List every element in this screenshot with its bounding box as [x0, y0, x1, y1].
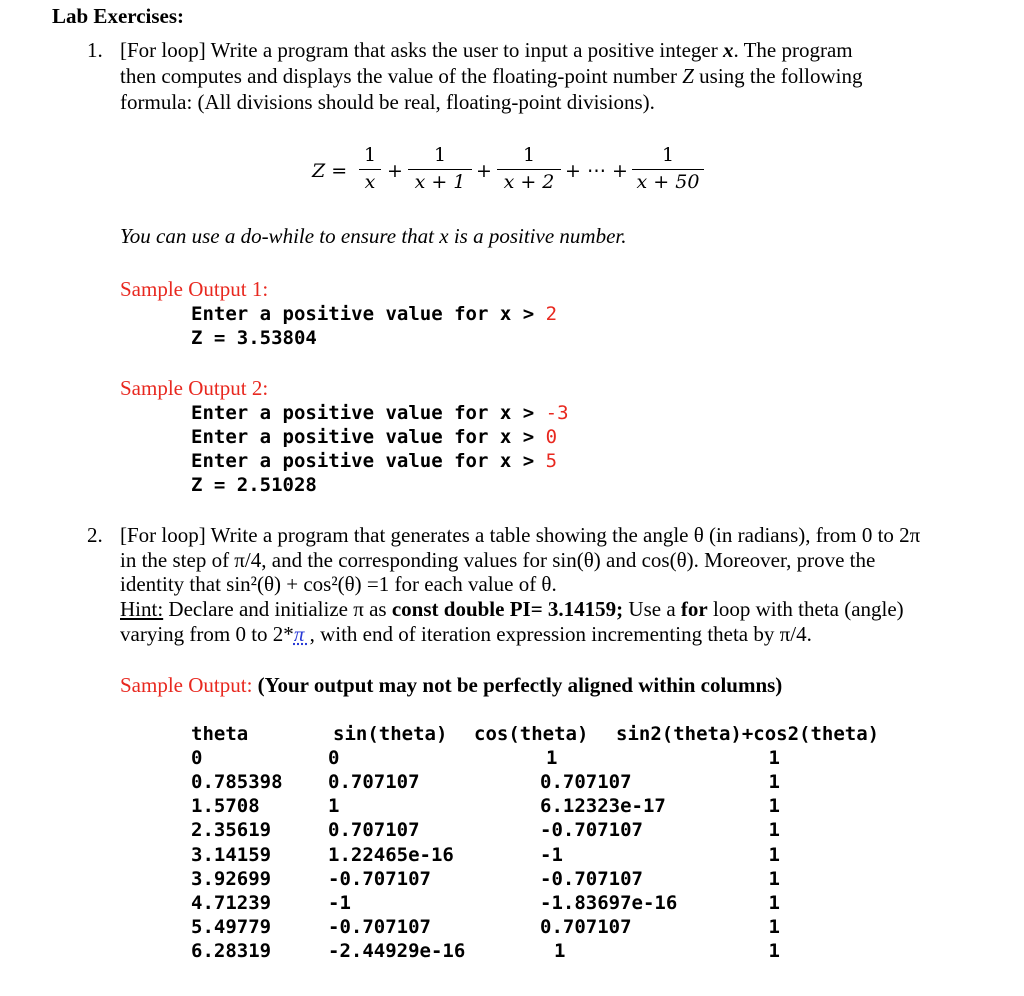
formula-plus-2: +	[476, 160, 492, 182]
exercise-2-line-5: varying from 0 to 2*π , with end of iteration expression incrementing theta by π/4.	[120, 622, 812, 646]
formula-lhs: Z =	[312, 160, 348, 182]
table-cell: -2.44929e-16	[328, 940, 466, 962]
table-cell: 1	[768, 892, 780, 914]
exercise-1-line-3: formula: (All divisions should be real, floating-point divisions).	[120, 90, 655, 114]
table-cell: -1	[540, 844, 563, 866]
sample-2-prompt-line-3: Enter a positive value for x > 5	[191, 450, 558, 472]
formula-term-4: 1 x + 50	[632, 143, 704, 194]
table-cell: -1	[328, 892, 351, 914]
table-cell: 6.12323e-17	[540, 795, 666, 817]
table-cell: -0.707107	[540, 819, 643, 841]
sample-output-heading: Sample Output: (Your output may not be perfectly aligned within columns)	[120, 673, 783, 697]
table-cell: 2.35619	[191, 819, 272, 841]
formula-term-3: 1 x + 2	[497, 143, 561, 194]
table-cell: 1	[768, 771, 780, 793]
formula-ellipsis: + ⋯ +	[565, 160, 628, 182]
table-header-0: theta	[191, 723, 249, 745]
formula-term-2: 1 x + 1	[408, 143, 472, 194]
table-cell: 5.49779	[191, 916, 272, 938]
table-cell: -0.707107	[540, 868, 643, 890]
exercise-2-number: 2.	[87, 523, 103, 547]
table-cell: 0	[191, 747, 203, 769]
table-cell: 1	[546, 747, 558, 769]
table-cell: 4.71239	[191, 892, 272, 914]
formula-plus-1: +	[387, 160, 403, 182]
exercise-2-line-1: [For loop] Write a program that generates a table showing the angle θ (in radians), from 0 to 2π	[120, 523, 921, 547]
exercise-2-line-3: identity that sin²(θ) + cos²(θ) =1 for each value of θ.	[120, 572, 557, 596]
table-cell: 1	[768, 747, 780, 769]
table-cell: 1.5708	[191, 795, 260, 817]
table-header-3: sin2(theta)+cos2(theta)	[616, 723, 880, 745]
table-cell: 3.92699	[191, 868, 272, 890]
table-cell: -1.83697e-16	[540, 892, 678, 914]
exercise-1-line-1: [For loop] Write a program that asks the user to input a positive integer x. The program	[120, 38, 853, 62]
formula-term-1: 1 x	[359, 143, 381, 194]
table-cell: 0.707107	[540, 771, 632, 793]
table-cell: 3.14159	[191, 844, 272, 866]
sample-1-result: Z = 3.53804	[191, 327, 317, 349]
sample-output-1-label: Sample Output 1:	[120, 277, 269, 301]
exercise-2-hint: Hint: Declare and initialize π as const double PI= 3.14159; Use a for loop with theta (angle)	[120, 597, 904, 621]
table-header-1: sin(theta)	[333, 723, 448, 745]
sample-output-2-label: Sample Output 2:	[120, 376, 269, 400]
table-cell: 1	[768, 868, 780, 890]
table-cell: 6.28319	[191, 940, 272, 962]
table-cell: 0.785398	[191, 771, 283, 793]
sample-1-prompt-line: Enter a positive value for x > 2	[191, 303, 558, 325]
table-cell: 1	[768, 940, 780, 962]
table-cell: -0.707107	[328, 868, 431, 890]
table-cell: 0	[328, 747, 340, 769]
table-cell: -0.707107	[328, 916, 431, 938]
sample-2-prompt-line-1: Enter a positive value for x > -3	[191, 402, 569, 424]
table-cell: 1	[768, 916, 780, 938]
do-while-note: You can use a do-while to ensure that x is a positive number.	[120, 224, 627, 248]
exercise-2-line-2: in the step of π/4, and the corresponding values for sin(θ) and cos(θ). Moreover, prove the	[120, 548, 876, 572]
table-cell: 0.707107	[328, 819, 420, 841]
table-cell: 1.22465e-16	[328, 844, 454, 866]
exercise-1-number: 1.	[87, 38, 103, 62]
sample-2-result: Z = 2.51028	[191, 474, 317, 496]
table-cell: 1	[768, 795, 780, 817]
exercise-1-line-2: then computes and displays the value of the floating-point number Z using the following	[120, 64, 863, 88]
table-cell: 1	[328, 795, 340, 817]
table-cell: 0.707107	[328, 771, 420, 793]
sample-2-prompt-line-2: Enter a positive value for x > 0	[191, 426, 558, 448]
table-cell: 1	[554, 940, 566, 962]
page-title: Lab Exercises:	[52, 4, 185, 28]
table-cell: 1	[768, 819, 780, 841]
table-header-2: cos(theta)	[474, 723, 589, 745]
table-cell: 1	[768, 844, 780, 866]
table-cell: 0.707107	[540, 916, 632, 938]
